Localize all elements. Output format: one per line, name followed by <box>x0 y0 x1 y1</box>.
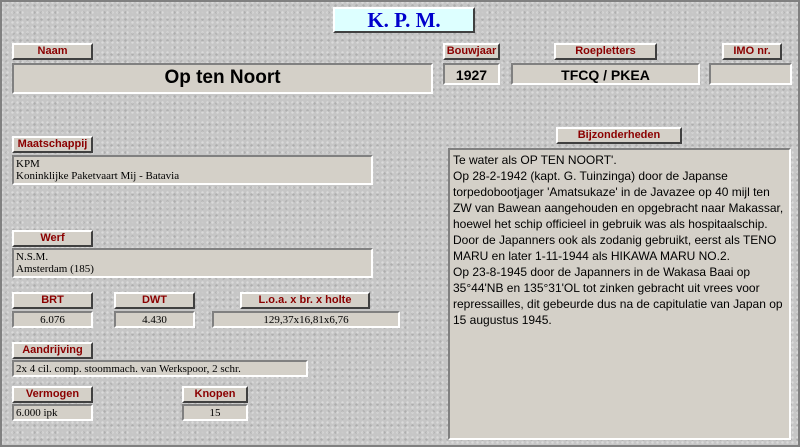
label-imo: IMO nr. <box>722 43 782 60</box>
label-bouwjaar: Bouwjaar <box>443 43 500 60</box>
label-afmetingen: L.o.a. x br. x holte <box>240 292 370 309</box>
brt-field: 6.076 <box>12 311 93 328</box>
aandrijving-field: 2x 4 cil. comp. stoommach. van Werkspoor, 2 schr. <box>12 360 308 377</box>
label-brt: BRT <box>12 292 93 309</box>
bijzonderheden-paragraph-1: Te water als OP TEN NOORT'. <box>453 153 617 167</box>
afmetingen-field: 129,37x16,81x6,76 <box>212 311 400 328</box>
maatschappij-field <box>12 155 373 185</box>
werf-line-2: Amsterdam (185) <box>16 263 94 275</box>
bouwjaar-field: 1927 <box>443 63 500 85</box>
label-dwt: DWT <box>114 292 195 309</box>
label-knopen: Knopen <box>182 386 248 403</box>
dwt-field: 4.430 <box>114 311 195 328</box>
label-maatschappij: Maatschappij <box>12 136 93 153</box>
werf-line-1: N.S.M. <box>16 251 49 263</box>
bijzonderheden-textarea <box>448 148 791 440</box>
maatschappij-line-1: KPM <box>16 158 40 170</box>
knopen-field: 15 <box>182 404 248 421</box>
label-naam: Naam <box>12 43 93 60</box>
bijzonderheden-paragraph-2: Op 28-2-1942 (kapt. G. Tuinzinga) door de Japanse torpedobootjager 'Amatsukaze' in de Javazee op 40 mijl ten ZW van Bawean aangehouden en opgebracht naar Makassar, hoewel het schip officieel in gebruik was als hospitaalschip. <box>453 169 784 231</box>
maatschappij-line-2: Koninklijke Paketvaart Mij - Batavia <box>16 170 180 182</box>
label-aandrijving: Aandrijving <box>12 342 93 359</box>
roepletters-field: TFCQ / PKEA <box>511 63 700 85</box>
page-title: K. P. M. <box>333 7 475 33</box>
label-werf: Werf <box>12 230 93 247</box>
bijzonderheden-paragraph-3: Door de Japanners ook als zodanig gebruikt, eerst als TENO MARU en later 1-11-1944 als HIKAWA MARU NO.2. <box>453 233 777 263</box>
vermogen-field: 6.000 ipk <box>12 404 93 421</box>
bijzonderheden-paragraph-4: Op 23-8-1945 door de Japanners in de Wakasa Baai op 35°44'NB en 135°31'OL tot zinken gebracht uit vrees voor repressailles, dit gebeurde dus na de capitulatie van Japan op 15 augustus 1945. <box>453 265 783 327</box>
werf-field <box>12 248 373 278</box>
label-roepletters: Roepletters <box>554 43 657 60</box>
label-bijzonderheden: Bijzonderheden <box>556 127 682 144</box>
imo-field <box>709 63 792 85</box>
ship-name-field: Op ten Noort <box>12 63 433 94</box>
label-vermogen: Vermogen <box>12 386 93 403</box>
